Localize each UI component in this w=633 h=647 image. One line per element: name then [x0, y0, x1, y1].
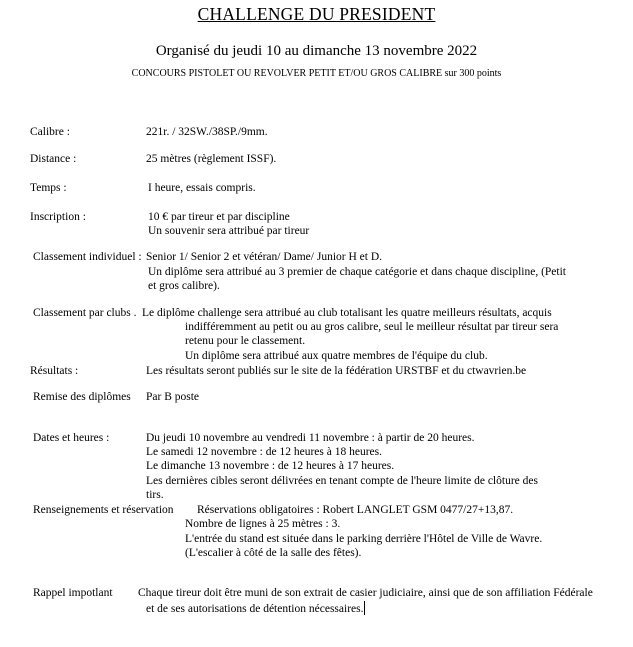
classement-clubs-label: Classement par clubs .	[33, 307, 137, 319]
renseignements-reservation: Réservations obligatoires : Robert LANGLET GSM 0477/27+13,87.	[197, 504, 514, 516]
renseignements-entree: L'entrée du stand est située dans le parking derrière l'Hôtel de Ville de Wavre.	[185, 533, 543, 545]
calibre-label: Calibre :	[30, 126, 70, 138]
rappel-line1: Chaque tireur doit être muni de son extrait de casier judiciaire, ainsi que de son affiliation Fédérale	[138, 587, 593, 599]
rappel-line2: et de ses autorisations de détention nécessaires.	[146, 603, 364, 615]
dates-line4: Les dernières cibles seront délivrées en tenant compte de l'heure limite de clôture des	[146, 475, 538, 487]
contest-points: sur 300 points	[444, 68, 502, 79]
remise-label: Remise des diplômes	[33, 391, 131, 403]
classement-clubs-line3: retenu pour le classement.	[185, 335, 306, 347]
document-title: CHALLENGE DU PRESIDENT	[197, 4, 436, 24]
classement-clubs-line4: Un diplôme sera attribué aux quatre membres de l'équipe du club.	[185, 350, 488, 362]
inscription-label: Inscription :	[30, 211, 86, 223]
resultats-label: Résultats :	[30, 365, 79, 377]
dates-line5: tirs.	[146, 489, 164, 501]
temps-label: Temps :	[30, 182, 67, 194]
contest-description	[0, 68, 633, 79]
classement-clubs-line1: Le diplôme challenge sera attribué au club totalisant les quatre meilleurs résultats, acquis	[142, 307, 552, 319]
document-subtitle: Organisé du jeudi 10 au dimanche 13 novembre 2022	[155, 43, 478, 59]
classement-individuel-diploma-cont: et gros calibre).	[148, 280, 220, 292]
text-cursor	[364, 601, 365, 615]
dates-label: Dates et heures :	[33, 432, 110, 444]
renseignements-label: Renseignements et réservation	[33, 504, 174, 516]
distance-label: Distance :	[30, 153, 77, 165]
classement-individuel-diploma: Un diplôme sera attribué au 3 premier de chaque catégorie et dans chaque discipline, (Petit	[148, 266, 566, 278]
classement-clubs-line2: indifféremment au petit ou au gros calibre, seul le meilleur résultat par tireur sera	[185, 321, 559, 333]
rappel-label: Rappel impotlant	[33, 587, 113, 599]
inscription-fee: 10 € par tireur et par discipline	[148, 211, 290, 223]
renseignements-escalier: (L'escalier à côté de la salle des fêtes).	[185, 547, 362, 559]
distance-value: 25 mètres (règlement ISSF).	[146, 153, 277, 165]
remise-value: Par B poste	[146, 391, 200, 403]
dates-line3: Le dimanche 13 novembre : de 12 heures à 17 heures.	[146, 460, 395, 472]
dates-line2: Le samedi 12 novembre : de 12 heures à 18 heures.	[146, 446, 382, 458]
calibre-value: 221r. / 32SW./38SP./9mm.	[146, 126, 268, 138]
classement-individuel-label: Classement individuel :	[33, 251, 142, 263]
classement-individuel-categories: Senior 1/ Senior 2 et vétéran/ Dame/ Junior H et D.	[146, 251, 383, 263]
inscription-souvenir: Un souvenir sera attribué par tireur	[148, 225, 310, 237]
contest-type: CONCOURS PISTOLET OU REVOLVER PETIT ET/OU GROS CALIBRE	[131, 68, 443, 79]
temps-value: I heure, essais compris.	[148, 182, 256, 194]
resultats-value: Les résultats seront publiés sur le site de la fédération URSTBF et du ctwavrien.be	[146, 365, 527, 377]
renseignements-lignes: Nombre de lignes à 25 mètres : 3.	[185, 518, 341, 530]
dates-line1: Du jeudi 10 novembre au vendredi 11 novembre : à partir de 20 heures.	[146, 432, 475, 444]
rappel-line2-wrap	[146, 601, 365, 616]
